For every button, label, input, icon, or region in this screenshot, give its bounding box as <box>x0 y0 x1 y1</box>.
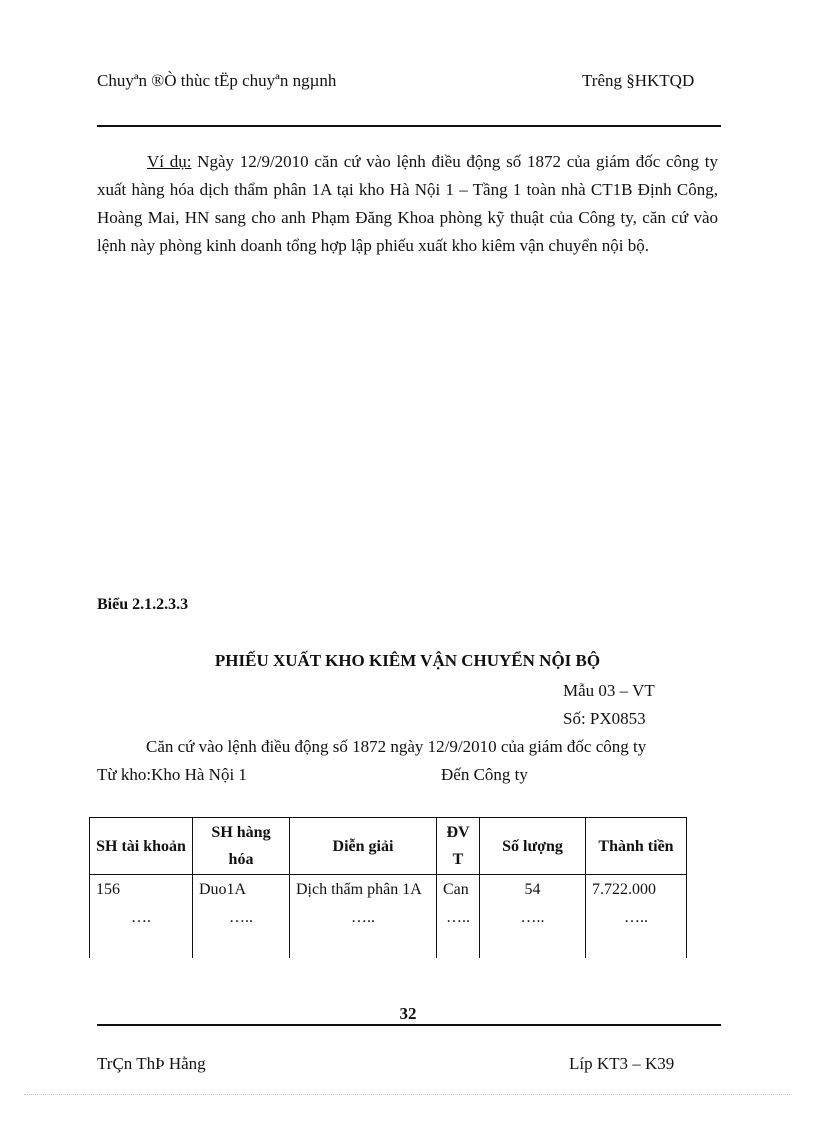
cell-description: Dịch thẩm phân 1A <box>290 875 437 905</box>
cell-unit: ….. <box>437 904 480 958</box>
figure-caption: Biểu 2.1.2.3.3 <box>97 596 189 613</box>
table-row <box>90 875 687 905</box>
footer-rule <box>97 1024 721 1026</box>
col-account: SH tài khoản <box>90 818 193 875</box>
page-number: 32 <box>399 1004 417 1023</box>
table-header-row <box>90 818 687 875</box>
stock-slip-table <box>89 817 687 958</box>
table-row <box>90 904 687 958</box>
cell-amount: ….. <box>586 904 687 958</box>
form-basis: Căn cứ vào lệnh điều động số 1872 ngày 12/9/2010 của giám đốc công ty <box>146 737 647 756</box>
form-from-warehouse: Từ kho:Kho Hà Nội 1 <box>97 765 247 784</box>
page-edge-dotted-line <box>24 1094 792 1095</box>
cell-item-code: ….. <box>193 904 290 958</box>
col-item-code: SH hàng hóa <box>193 818 290 875</box>
cell-quantity: 54 <box>480 875 586 905</box>
col-amount: Thành tiền <box>586 818 687 875</box>
form-to-destination: Đến Công ty <box>441 765 528 784</box>
cell-description: ….. <box>290 904 437 958</box>
col-description: Diễn giải <box>290 818 437 875</box>
running-footer-right: Líp KT3 – K39 <box>569 1054 675 1073</box>
running-header-left: Chuyªn ®Ò thùc tËp chuyªn ngµnh <box>97 71 337 90</box>
form-number: Mẫu 03 – VT <box>563 681 655 700</box>
cell-amount: 7.722.000 <box>586 875 687 905</box>
example-text: Ngày 12/9/2010 căn cứ vào lệnh điều động số 1872 của giám đốc công ty xuất hàng hóa dịch thẩm phân 1A tại kho Hà Nội 1 – Tầng 1 toàn nhà CT1B Định Công, Hoàng Mai, HN sang cho anh Phạm Đăng Khoa phòng kỹ thuật của Công ty, căn cứ vào lệnh này phòng kinh doanh tổng hợp lập phiếu xuất kho kiêm vận chuyển nội bộ. <box>97 152 718 255</box>
cell-account: 156 <box>90 875 193 905</box>
cell-unit: Can <box>437 875 480 905</box>
cell-item-code: Duo1A <box>193 875 290 905</box>
cell-account: …. <box>90 904 193 958</box>
header-rule <box>97 125 721 127</box>
cell-quantity: ….. <box>480 904 586 958</box>
form-code: Số: PX0853 <box>563 709 646 728</box>
col-quantity: Số lượng <box>480 818 586 875</box>
form-title: PHIẾU XUẤT KHO KIÊM VẬN CHUYỂN NỘI BỘ <box>214 651 601 670</box>
example-paragraph <box>97 148 718 260</box>
example-lead: Ví dụ: <box>147 152 192 171</box>
running-footer-left: TrÇn ThÞ Hằng <box>97 1054 206 1073</box>
running-header-right: Trêng §HKTQD <box>582 71 695 90</box>
col-unit: ĐV T <box>437 818 480 875</box>
